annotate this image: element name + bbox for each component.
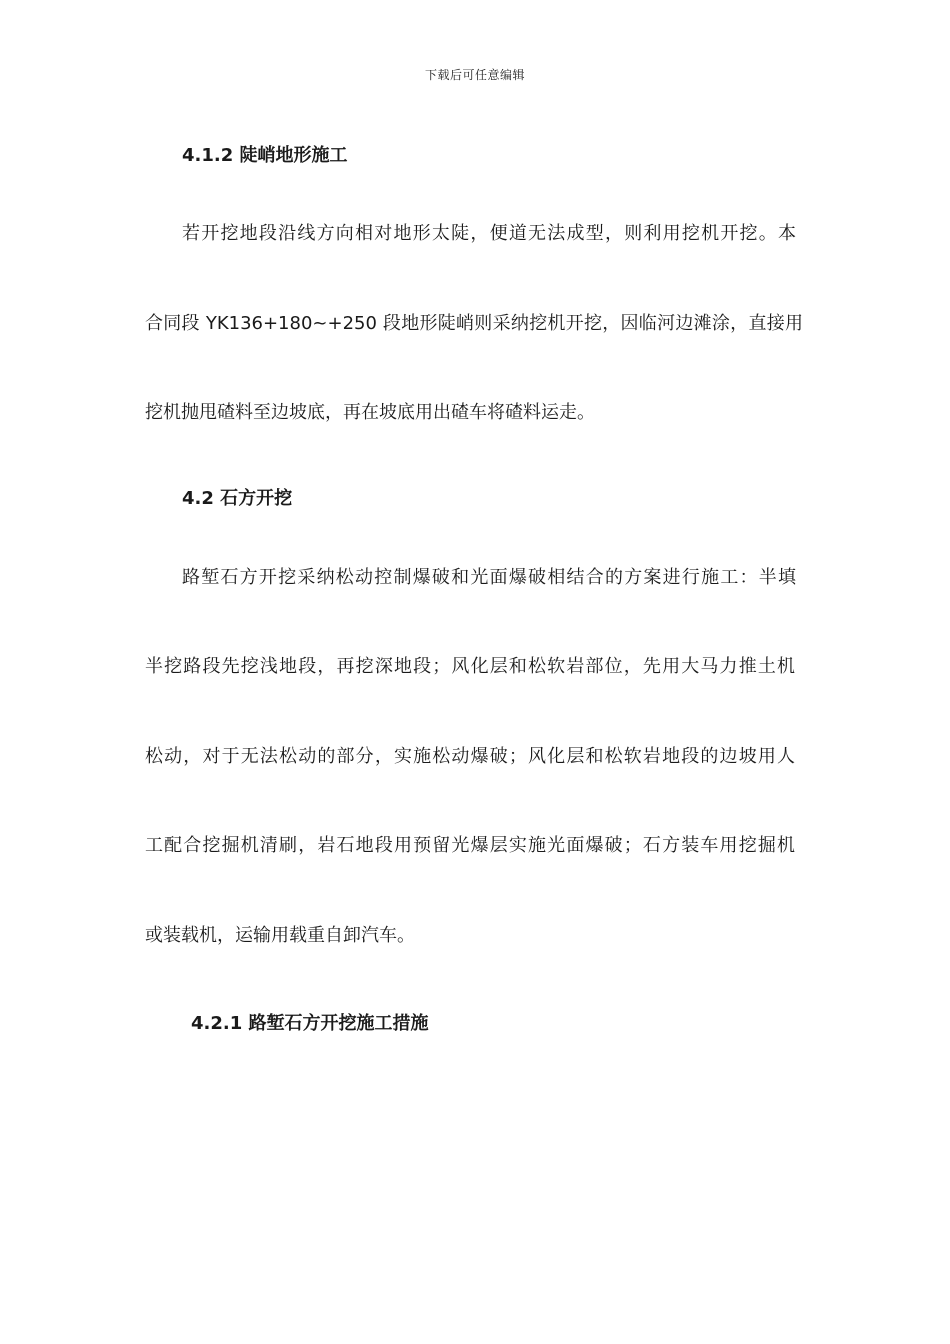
paragraph-line: 合同段 YK136+180~+250 段地形陡峭则采纳挖机开挖，因临河边滩涂，直接用 — [145, 313, 803, 334]
paragraph-line: 松动，对于无法松动的部分，实施松动爆破；风化层和松软岩地段的边坡用人 — [145, 746, 795, 767]
section-heading-4-1-2: 4.1.2 陡峭地形施工 — [182, 145, 348, 166]
paragraph-line: 路堑石方开挖采纳松动控制爆破和光面爆破相结合的方案进行施工：半填 — [182, 567, 796, 588]
paragraph-line: 或装载机，运输用载重自卸汽车。 — [145, 925, 415, 946]
paragraph-line: 挖机抛甩碴料至边坡底，再在坡底用出碴车将碴料运走。 — [145, 402, 595, 423]
page-header-note: 下载后可任意编辑 — [424, 68, 525, 82]
paragraph-line: 半挖路段先挖浅地段，再挖深地段；风化层和松软岩部位，先用大马力推土机 — [145, 656, 795, 677]
section-heading-4-2-1: 4.2.1 路堑石方开挖施工措施 — [191, 1013, 429, 1034]
paragraph-line: 若开挖地段沿线方向相对地形太陡，便道无法成型，则利用挖机开挖。本 — [182, 223, 796, 244]
paragraph-line: 工配合挖掘机清刷，岩石地段用预留光爆层实施光面爆破；石方装车用挖掘机 — [145, 835, 795, 856]
section-heading-4-2: 4.2 石方开挖 — [182, 488, 293, 509]
